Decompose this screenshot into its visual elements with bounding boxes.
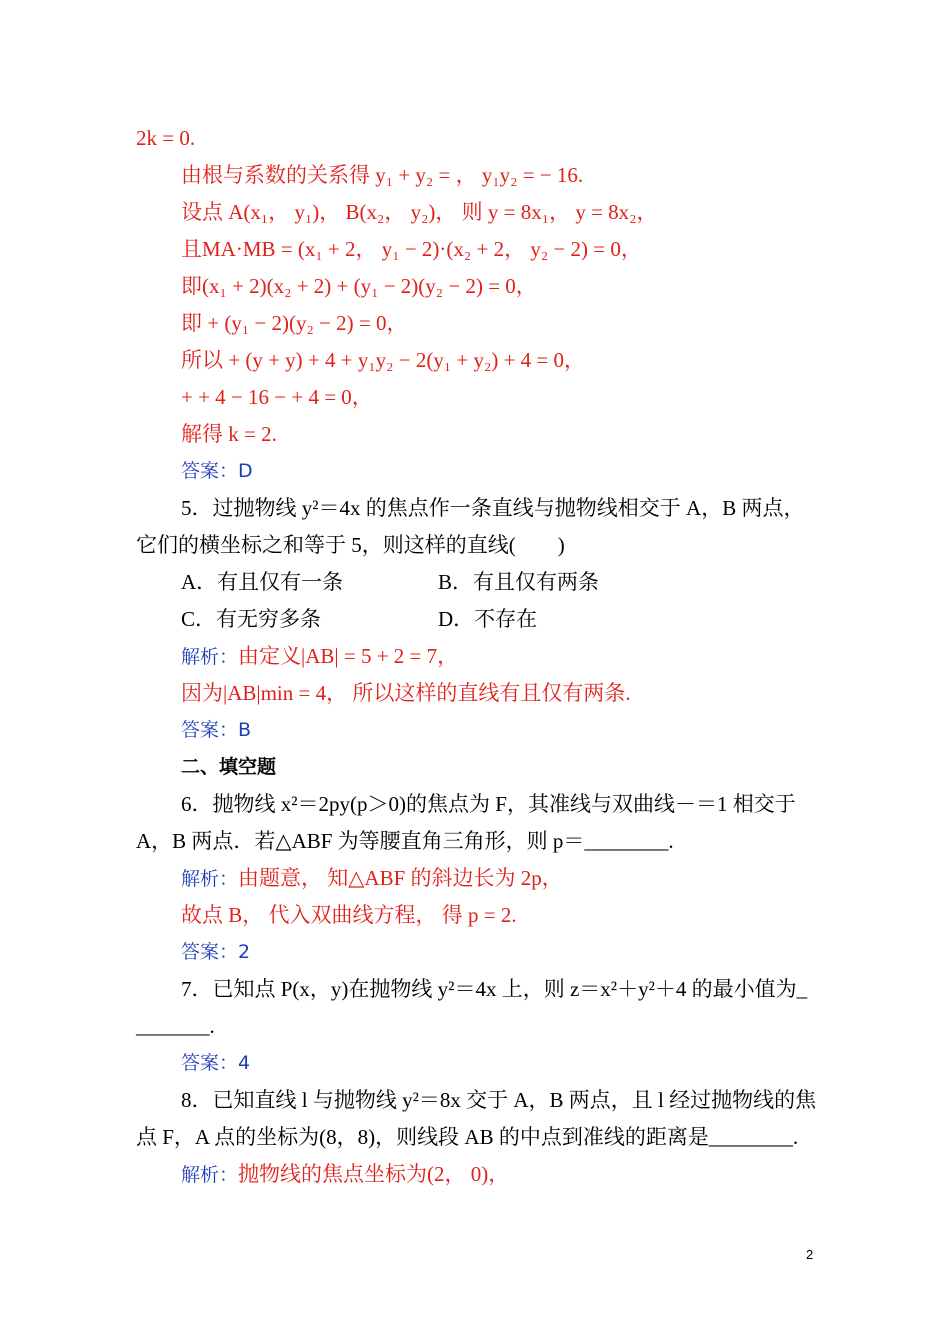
question-5-line-1: 5．过抛物线 y²＝4x 的焦点作一条直线与抛物线相交于 A，B 两点， — [181, 496, 805, 520]
text-line: 解得 k = 2. — [181, 422, 277, 446]
question-7-line-1: 7．已知点 P(x，y)在抛物线 y²＝4x 上，则 z＝x²＋y²＋4 的最小值为_ — [181, 977, 808, 1001]
answer-label: 答案：4 — [181, 1052, 251, 1074]
option-c: C．有无穷多条 — [181, 607, 322, 631]
question-6-line-2: A，B 两点．若△ABF 为等腰直角三角形，则 p＝________. — [136, 829, 674, 853]
text-line: + + 4 − 16 − + 4 = 0， — [181, 385, 373, 409]
question-5-line-2: 它们的横坐标之和等于 5，则这样的直线( ) — [136, 533, 565, 557]
text-line: 即 + (y₁ − 2)(y₂ − 2) = 0， — [181, 311, 408, 335]
analysis-line — [181, 1160, 509, 1189]
analysis-label: 解析： — [181, 868, 239, 890]
question-8-line-1: 8．已知直线 l 与抛物线 y²＝8x 交于 A，B 两点，且 l 经过抛物线的焦 — [181, 1088, 817, 1112]
option-d: D．不存在 — [438, 607, 538, 631]
question-8-line-2: 点 F，A 点的坐标为(8，8)，则线段 AB 的中点到准线的距离是________. — [136, 1125, 799, 1149]
option-b: B．有且仅有两条 — [438, 570, 600, 594]
answer-label: 答案：D — [181, 460, 253, 482]
analysis-label: 解析： — [181, 1164, 239, 1186]
page-number: 2 — [806, 1247, 814, 1262]
question-6-line-1: 6．抛物线 x²＝2py(p＞0)的焦点为 F，其准线与双曲线－＝1 相交于 — [181, 792, 796, 816]
text-line: 设点 A(x₁， y₁)， B(x₂， y₂)， 则 y = 8x₁， y = 8x₂， — [181, 200, 658, 224]
answer-label: 答案：B — [181, 719, 252, 741]
analysis-text: 由题意， 知△ABF 的斜边长为 2p， — [238, 866, 563, 890]
text-line: 故点 B， 代入双曲线方程， 得 p = 2. — [181, 903, 517, 927]
text-line: 所以 + (y + y) + 4 + y₁y₂ − 2(y₁ + y₂) + 4 = 0， — [181, 348, 586, 372]
analysis-text: 抛物线的焦点坐标为(2， 0)， — [238, 1162, 510, 1186]
option-a: A．有且仅有一条 — [181, 570, 344, 594]
analysis-text: 由定义|AB| = 5 + 2 = 7， — [238, 644, 459, 668]
analysis-line — [181, 864, 563, 893]
text-line: 因为|AB|min = 4， 所以这样的直线有且仅有两条. — [181, 681, 631, 705]
question-7-line-2: _______. — [136, 1014, 215, 1038]
analysis-label: 解析： — [181, 646, 239, 668]
text-line: 且MA·MB = (x₁ + 2， y₁ − 2)·(x₂ + 2， y₂ − 2) = 0， — [181, 237, 642, 261]
text-line: 2k = 0. — [136, 126, 196, 150]
section-heading: 二、填空题 — [181, 756, 277, 778]
text-line: 由根与系数的关系得 y₁ + y₂ = ， y₁y₂ = − 16. — [181, 163, 584, 187]
text-line: 即(x₁ + 2)(x₂ + 2) + (y₁ − 2)(y₂ − 2) = 0， — [181, 274, 537, 298]
analysis-line — [181, 642, 458, 671]
answer-label: 答案：2 — [181, 941, 251, 963]
